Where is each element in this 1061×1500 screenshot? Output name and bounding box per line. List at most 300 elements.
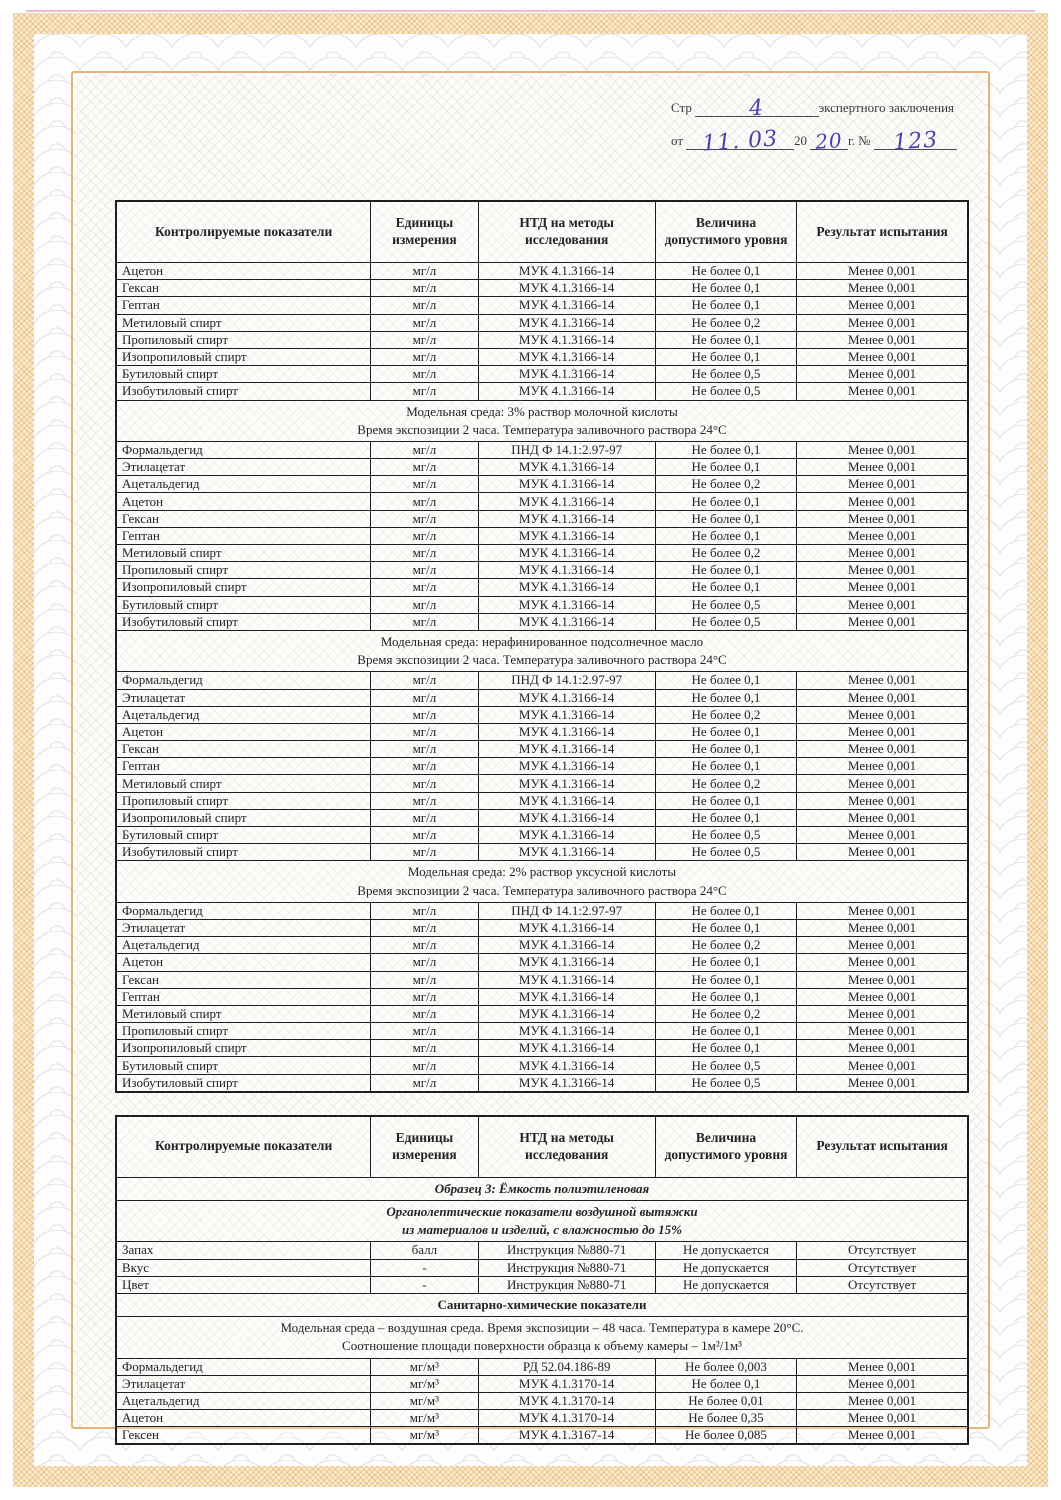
- test-results-table-1: [115, 200, 969, 1093]
- indicator-cell: Гексан: [116, 741, 371, 758]
- value-cell: мг/л: [371, 297, 478, 314]
- value-cell: ПНД Ф 14.1:2.97-97: [478, 902, 655, 919]
- value-cell: Менее 0,001: [797, 527, 968, 544]
- table-row: [116, 1427, 968, 1445]
- value-cell: мг/л: [371, 689, 478, 706]
- value-cell: Менее 0,001: [797, 1023, 968, 1040]
- value-cell: мг/л: [371, 476, 478, 493]
- value-cell: -: [371, 1259, 478, 1276]
- indicator-cell: Ацетальдегид: [116, 1392, 371, 1409]
- value-cell: Не более 0,1: [655, 1040, 796, 1057]
- value-cell: Не более 0,5: [655, 366, 796, 383]
- value-cell: Инструкция №880-71: [478, 1259, 655, 1276]
- table-row: [116, 1410, 968, 1427]
- value-cell: Менее 0,001: [797, 348, 968, 365]
- value-cell: Менее 0,001: [797, 331, 968, 348]
- indicator-cell: Ацетальдегид: [116, 706, 371, 723]
- value-cell: Отсутствует: [797, 1242, 968, 1259]
- table-row: [116, 366, 968, 383]
- value-cell: Инструкция №880-71: [478, 1276, 655, 1293]
- column-header: НТД на методы исследования: [478, 201, 655, 263]
- value-cell: Не более 0,2: [655, 775, 796, 792]
- value-cell: Менее 0,001: [797, 596, 968, 613]
- table-row: [116, 1074, 968, 1092]
- value-cell: МУК 4.1.3166-14: [478, 827, 655, 844]
- value-cell: мг/л: [371, 672, 478, 689]
- value-cell: Не более 0,1: [655, 297, 796, 314]
- value-cell: мг/л: [371, 596, 478, 613]
- indicator-cell: Вкус: [116, 1259, 371, 1276]
- indicator-cell: Метиловый спирт: [116, 1005, 371, 1022]
- value-cell: мг/л: [371, 809, 478, 826]
- value-cell: МУК 4.1.3166-14: [478, 758, 655, 775]
- indicator-cell: Гексан: [116, 510, 371, 527]
- value-cell: балл: [371, 1242, 478, 1259]
- table-row: [116, 527, 968, 544]
- value-cell: мг/м³: [371, 1410, 478, 1427]
- value-cell: Не более 0,2: [655, 314, 796, 331]
- value-cell: мг/л: [371, 562, 478, 579]
- section-line: Модельная среда: 2% раствор уксусной кислоты: [407, 864, 677, 880]
- page-suffix-label: экспертного заключения: [818, 100, 954, 115]
- value-cell: мг/л: [371, 741, 478, 758]
- indicator-cell: Ацетон: [116, 493, 371, 510]
- indicator-cell: Ацетон: [116, 954, 371, 971]
- table-row: [116, 672, 968, 689]
- value-cell: Не более 0,1: [655, 988, 796, 1005]
- value-cell: Менее 0,001: [797, 383, 968, 400]
- value-cell: Не более 0,1: [655, 758, 796, 775]
- value-cell: Не более 0,5: [655, 596, 796, 613]
- value-cell: Не более 0,1: [655, 723, 796, 740]
- page-label: Стр: [671, 100, 692, 115]
- value-cell: Менее 0,001: [797, 988, 968, 1005]
- value-cell: Менее 0,001: [797, 297, 968, 314]
- indicator-cell: Пропиловый спирт: [116, 1023, 371, 1040]
- value-cell: мг/л: [371, 613, 478, 630]
- value-cell: Менее 0,001: [797, 689, 968, 706]
- indicator-cell: Гексан: [116, 280, 371, 297]
- table-row: [116, 919, 968, 936]
- value-cell: мг/л: [371, 1023, 478, 1040]
- section-row: [116, 1201, 968, 1242]
- indicator-cell: Формальдегид: [116, 1358, 371, 1375]
- value-cell: Инструкция №880-71: [478, 1242, 655, 1259]
- value-cell: мг/л: [371, 792, 478, 809]
- table-row: [116, 562, 968, 579]
- value-cell: мг/л: [371, 280, 478, 297]
- table-row: [116, 314, 968, 331]
- table-row: [116, 1392, 968, 1409]
- table-row: [116, 1276, 968, 1293]
- column-header: Контролируемые показатели: [116, 1116, 371, 1178]
- table-row: [116, 827, 968, 844]
- value-cell: МУК 4.1.3166-14: [478, 459, 655, 476]
- indicator-cell: Этилацетат: [116, 919, 371, 936]
- value-cell: Не более 0,1: [655, 809, 796, 826]
- indicator-cell: Изопропиловый спирт: [116, 348, 371, 365]
- value-cell: Менее 0,001: [797, 706, 968, 723]
- value-cell: МУК 4.1.3166-14: [478, 510, 655, 527]
- value-cell: мг/л: [371, 758, 478, 775]
- table-row: [116, 1040, 968, 1057]
- table-gap: [115, 1093, 969, 1115]
- value-cell: мг/л: [371, 263, 478, 280]
- column-header: Контролируемые показатели: [116, 201, 371, 263]
- value-cell: Менее 0,001: [797, 1005, 968, 1022]
- indicator-cell: Формальдегид: [116, 902, 371, 919]
- indicator-cell: Цвет: [116, 1276, 371, 1293]
- value-cell: мг/л: [371, 919, 478, 936]
- year-suffix-label: г.: [848, 133, 856, 148]
- page-number-field: [695, 95, 819, 122]
- value-cell: Не более 0,5: [655, 844, 796, 861]
- value-cell: МУК 4.1.3166-14: [478, 971, 655, 988]
- value-cell: Менее 0,001: [797, 1040, 968, 1057]
- value-cell: Менее 0,001: [797, 459, 968, 476]
- value-cell: Не более 0,5: [655, 1057, 796, 1074]
- section-line: Санитарно-химические показатели: [437, 1296, 647, 1312]
- value-cell: МУК 4.1.3166-14: [478, 527, 655, 544]
- results-tables: [115, 200, 969, 1445]
- section-line: из материалов и изделий, с влажностью до 15%: [402, 1222, 682, 1238]
- column-header: Величина допустимого уровня: [655, 1116, 796, 1178]
- value-cell: МУК 4.1.3166-14: [478, 545, 655, 562]
- value-cell: МУК 4.1.3166-14: [478, 792, 655, 809]
- value-cell: Менее 0,001: [797, 280, 968, 297]
- table-row: [116, 348, 968, 365]
- section-line: Время экспозиции 2 часа. Температура заливочного раствора 24°С: [357, 882, 727, 898]
- table-row: [116, 689, 968, 706]
- value-cell: Не более 0,1: [655, 493, 796, 510]
- section-row: [116, 400, 968, 441]
- indicator-cell: Этилацетат: [116, 1375, 371, 1392]
- table-row: [116, 579, 968, 596]
- value-cell: Менее 0,001: [797, 758, 968, 775]
- value-cell: Отсутствует: [797, 1259, 968, 1276]
- border-accent-line: [26, 10, 1035, 12]
- value-cell: Менее 0,001: [797, 1410, 968, 1427]
- value-cell: ПНД Ф 14.1:2.97-97: [478, 672, 655, 689]
- value-cell: Не более 0,1: [655, 1023, 796, 1040]
- value-cell: Не более 0,01: [655, 1392, 796, 1409]
- value-cell: Менее 0,001: [797, 263, 968, 280]
- year-field: [810, 128, 848, 154]
- value-cell: Менее 0,001: [797, 366, 968, 383]
- value-cell: мг/л: [371, 510, 478, 527]
- value-cell: Менее 0,001: [797, 1358, 968, 1375]
- value-cell: Не более 0,1: [655, 919, 796, 936]
- value-cell: МУК 4.1.3166-14: [478, 1005, 655, 1022]
- value-cell: мг/л: [371, 775, 478, 792]
- section-cell: [116, 861, 968, 902]
- section-cell: [116, 1201, 968, 1242]
- table-row: [116, 297, 968, 314]
- indicator-cell: Гексан: [116, 971, 371, 988]
- table-row: [116, 331, 968, 348]
- value-cell: Не более 0,35: [655, 1410, 796, 1427]
- column-header: Результат испытания: [797, 1116, 968, 1178]
- section-line: Органолептические показатели воздушной вытяжки: [386, 1204, 698, 1219]
- value-cell: Не более 0,1: [655, 1375, 796, 1392]
- indicator-cell: Гептан: [116, 758, 371, 775]
- table-row: [116, 1057, 968, 1074]
- value-cell: Менее 0,001: [797, 493, 968, 510]
- value-cell: Не более 0,2: [655, 1005, 796, 1022]
- value-cell: мг/л: [371, 902, 478, 919]
- value-cell: Не более 0,1: [655, 348, 796, 365]
- indicator-cell: Пропиловый спирт: [116, 562, 371, 579]
- indicator-cell: Изопропиловый спирт: [116, 579, 371, 596]
- page-number-line: [671, 95, 957, 122]
- table-row: [116, 844, 968, 861]
- indicator-cell: Ацетон: [116, 723, 371, 740]
- value-cell: ПНД Ф 14.1:2.97-97: [478, 441, 655, 458]
- section-row: [116, 1177, 968, 1200]
- value-cell: МУК 4.1.3167-14: [478, 1427, 655, 1445]
- indicator-cell: Бутиловый спирт: [116, 596, 371, 613]
- value-cell: Менее 0,001: [797, 562, 968, 579]
- value-cell: МУК 4.1.3166-14: [478, 954, 655, 971]
- value-cell: мг/л: [371, 579, 478, 596]
- table-row: [116, 723, 968, 740]
- indicator-cell: Формальдегид: [116, 441, 371, 458]
- indicator-cell: Этилацетат: [116, 459, 371, 476]
- indicator-cell: Метиловый спирт: [116, 314, 371, 331]
- table-row: [116, 510, 968, 527]
- value-cell: Менее 0,001: [797, 579, 968, 596]
- value-cell: МУК 4.1.3166-14: [478, 331, 655, 348]
- value-cell: Менее 0,001: [797, 672, 968, 689]
- value-cell: МУК 4.1.3166-14: [478, 297, 655, 314]
- value-cell: Менее 0,001: [797, 809, 968, 826]
- value-cell: Не более 0,2: [655, 545, 796, 562]
- value-cell: Не более 0,1: [655, 579, 796, 596]
- value-cell: Не более 0,1: [655, 689, 796, 706]
- value-cell: Менее 0,001: [797, 902, 968, 919]
- value-cell: Не более 0,1: [655, 280, 796, 297]
- indicator-cell: Ацетальдегид: [116, 476, 371, 493]
- value-cell: Не более 0,1: [655, 510, 796, 527]
- value-cell: мг/л: [371, 366, 478, 383]
- indicator-cell: Этилацетат: [116, 689, 371, 706]
- table-row: [116, 1259, 968, 1276]
- value-cell: Не более 0,2: [655, 937, 796, 954]
- year-printed: 20: [794, 133, 808, 148]
- value-cell: МУК 4.1.3166-14: [478, 919, 655, 936]
- value-cell: мг/л: [371, 441, 478, 458]
- indicator-cell: Метиловый спирт: [116, 545, 371, 562]
- indicator-cell: Метиловый спирт: [116, 775, 371, 792]
- value-cell: Не более 0,1: [655, 741, 796, 758]
- column-header: Единицы измерения: [371, 201, 478, 263]
- value-cell: Менее 0,001: [797, 954, 968, 971]
- indicator-cell: Ацетон: [116, 263, 371, 280]
- section-line: Модельная среда – воздушная среда. Время экспозиции – 48 часа. Температура в камере 20°С.: [280, 1320, 804, 1336]
- value-cell: Менее 0,001: [797, 723, 968, 740]
- section-cell: [116, 1293, 968, 1316]
- value-cell: МУК 4.1.3166-14: [478, 1074, 655, 1092]
- value-cell: МУК 4.1.3170-14: [478, 1410, 655, 1427]
- value-cell: МУК 4.1.3166-14: [478, 844, 655, 861]
- value-cell: мг/л: [371, 844, 478, 861]
- value-cell: Не допускается: [655, 1242, 796, 1259]
- value-cell: Не более 0,1: [655, 441, 796, 458]
- value-cell: мг/м³: [371, 1392, 478, 1409]
- value-cell: -: [371, 1276, 478, 1293]
- indicator-cell: Бутиловый спирт: [116, 1057, 371, 1074]
- table-row: [116, 706, 968, 723]
- table-row: [116, 1375, 968, 1392]
- value-cell: МУК 4.1.3166-14: [478, 476, 655, 493]
- value-cell: МУК 4.1.3166-14: [478, 706, 655, 723]
- value-cell: мг/л: [371, 937, 478, 954]
- value-cell: Менее 0,001: [797, 476, 968, 493]
- value-cell: мг/л: [371, 493, 478, 510]
- section-row: [116, 630, 968, 671]
- value-cell: Не более 0,1: [655, 562, 796, 579]
- table-row: [116, 383, 968, 400]
- value-cell: МУК 4.1.3166-14: [478, 263, 655, 280]
- value-cell: Менее 0,001: [797, 827, 968, 844]
- value-cell: мг/л: [371, 988, 478, 1005]
- section-line: Модельная среда: 3% раствор молочной кислоты: [406, 403, 678, 419]
- indicator-cell: Бутиловый спирт: [116, 366, 371, 383]
- date-field: [686, 126, 794, 157]
- value-cell: МУК 4.1.3166-14: [478, 723, 655, 740]
- table-row: [116, 954, 968, 971]
- value-cell: мг/л: [371, 545, 478, 562]
- value-cell: МУК 4.1.3170-14: [478, 1392, 655, 1409]
- value-cell: Не более 0,2: [655, 706, 796, 723]
- value-cell: МУК 4.1.3166-14: [478, 383, 655, 400]
- indicator-cell: Гептан: [116, 988, 371, 1005]
- value-cell: РД 52.04.186-89: [478, 1358, 655, 1375]
- section-line: Модельная среда: нерафинированное подсолнечное масло: [380, 633, 704, 649]
- value-cell: МУК 4.1.3166-14: [478, 613, 655, 630]
- value-cell: мг/л: [371, 348, 478, 365]
- table-row: [116, 971, 968, 988]
- value-cell: мг/м³: [371, 1358, 478, 1375]
- value-cell: Менее 0,001: [797, 1074, 968, 1092]
- value-cell: МУК 4.1.3166-14: [478, 1023, 655, 1040]
- value-cell: мг/л: [371, 954, 478, 971]
- column-header: Результат испытания: [797, 201, 968, 263]
- table-row: [116, 476, 968, 493]
- value-cell: Не более 0,1: [655, 527, 796, 544]
- value-cell: Не более 0,1: [655, 459, 796, 476]
- table-row: [116, 459, 968, 476]
- value-cell: мг/л: [371, 459, 478, 476]
- value-cell: Менее 0,001: [797, 844, 968, 861]
- value-cell: мг/л: [371, 1040, 478, 1057]
- table-row: [116, 937, 968, 954]
- value-cell: мг/л: [371, 331, 478, 348]
- value-cell: Менее 0,001: [797, 741, 968, 758]
- value-cell: Не более 0,1: [655, 263, 796, 280]
- table-row: [116, 1242, 968, 1259]
- section-row: [116, 861, 968, 902]
- value-cell: Менее 0,001: [797, 613, 968, 630]
- table-row: [116, 1358, 968, 1375]
- indicator-cell: Изопропиловый спирт: [116, 1040, 371, 1057]
- value-cell: мг/л: [371, 1005, 478, 1022]
- value-cell: МУК 4.1.3166-14: [478, 1057, 655, 1074]
- value-cell: Менее 0,001: [797, 1057, 968, 1074]
- value-cell: МУК 4.1.3166-14: [478, 937, 655, 954]
- indicator-cell: Изобутиловый спирт: [116, 383, 371, 400]
- value-cell: мг/л: [371, 827, 478, 844]
- value-cell: мг/м³: [371, 1375, 478, 1392]
- indicator-cell: Изобутиловый спирт: [116, 613, 371, 630]
- value-cell: МУК 4.1.3166-14: [478, 988, 655, 1005]
- value-cell: Не допускается: [655, 1276, 796, 1293]
- value-cell: Не более 0,085: [655, 1427, 796, 1445]
- column-header: НТД на методы исследования: [478, 1116, 655, 1178]
- value-cell: мг/м³: [371, 1427, 478, 1445]
- value-cell: Менее 0,001: [797, 1427, 968, 1445]
- value-cell: МУК 4.1.3166-14: [478, 493, 655, 510]
- value-cell: Менее 0,001: [797, 1392, 968, 1409]
- handwritten-number: 123: [892, 127, 939, 156]
- section-cell: [116, 400, 968, 441]
- value-cell: Не более 0,5: [655, 1074, 796, 1092]
- value-cell: МУК 4.1.3166-14: [478, 809, 655, 826]
- value-cell: МУК 4.1.3166-14: [478, 775, 655, 792]
- value-cell: Отсутствует: [797, 1276, 968, 1293]
- table-row: [116, 1023, 968, 1040]
- number-label: №: [858, 133, 871, 148]
- handwritten-date: 11. 03: [701, 126, 779, 157]
- value-cell: Не более 0,2: [655, 476, 796, 493]
- table-row: [116, 741, 968, 758]
- table-row: [116, 902, 968, 919]
- value-cell: МУК 4.1.3166-14: [478, 1040, 655, 1057]
- column-header: Единицы измерения: [371, 1116, 478, 1178]
- section-row: [116, 1293, 968, 1316]
- value-cell: Не более 0,1: [655, 902, 796, 919]
- value-cell: мг/л: [371, 314, 478, 331]
- value-cell: МУК 4.1.3166-14: [478, 596, 655, 613]
- section-cell: [116, 1177, 968, 1200]
- value-cell: Менее 0,001: [797, 919, 968, 936]
- section-line: Время экспозиции 2 часа. Температура заливочного раствора 24°С: [357, 421, 727, 437]
- value-cell: мг/л: [371, 383, 478, 400]
- indicator-cell: Пропиловый спирт: [116, 792, 371, 809]
- table-row: [116, 758, 968, 775]
- indicator-cell: Ацетальдегид: [116, 937, 371, 954]
- indicator-cell: Изобутиловый спирт: [116, 1074, 371, 1092]
- value-cell: Не более 0,1: [655, 672, 796, 689]
- value-cell: МУК 4.1.3166-14: [478, 689, 655, 706]
- value-cell: Не допускается: [655, 1259, 796, 1276]
- value-cell: Менее 0,001: [797, 314, 968, 331]
- value-cell: Не более 0,1: [655, 971, 796, 988]
- table-row: [116, 545, 968, 562]
- value-cell: Не более 0,5: [655, 613, 796, 630]
- value-cell: Менее 0,001: [797, 937, 968, 954]
- value-cell: Не более 0,003: [655, 1358, 796, 1375]
- value-cell: МУК 4.1.3166-14: [478, 366, 655, 383]
- indicator-cell: Гептан: [116, 527, 371, 544]
- column-header: Величина допустимого уровня: [655, 201, 796, 263]
- table-row: [116, 280, 968, 297]
- section-cell: [116, 1317, 968, 1358]
- indicator-cell: Ацетон: [116, 1410, 371, 1427]
- value-cell: мг/л: [371, 723, 478, 740]
- section-cell: [116, 630, 968, 671]
- section-line: Время экспозиции 2 часа. Температура заливочного раствора 24°С: [357, 652, 727, 668]
